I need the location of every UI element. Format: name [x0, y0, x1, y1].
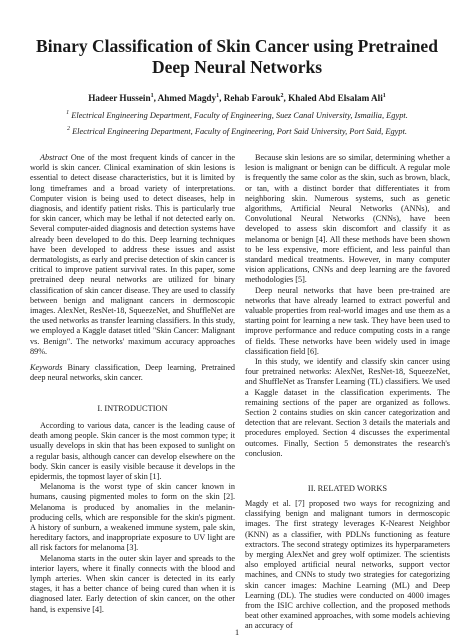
abstract-heading: Abstract — [40, 153, 68, 162]
affiliation-text: Electrical Engineering Department, Faculty of Engineering, Port Said University, Port Said, Egypt. — [72, 127, 408, 136]
page-number: 1 — [234, 628, 240, 637]
author-name: Hadeer Hussein — [88, 93, 151, 103]
intro-paragraph: Deep neural networks that have been pre-trained are networks that have already learned to extract powerful and valuable properties from real-world images and use them as a starting point for learning a new task. They have been used to improve performance and reduce computing costs in a range of fields. These networks have been widely used in image classification field [6]. — [245, 285, 450, 356]
paper-title — [20, 36, 454, 78]
intro-paragraph: Melanoma starts in the outer skin layer and spreads to the interior layers, where it finally connects with the blood and lymph arteries. When skin cancer is detected in its early stages, it has a better chance of being cured than when it is diagnosed later. Early detection of skin cancer, on the other hand, is expensive [4]. — [30, 553, 235, 614]
intro-paragraph: Melanoma is the worst type of skin cancer known in humans, causing pigmented moles to form on the skin [2]. Melanoma is produced by anomalies in the melanin-producing cells, which are responsible for the skin's pigment. A history of sunburn, a weakened immune system, pale skin, hereditary factors, and inappropriate exposure to UV light are all risk factors for melanoma [3]. — [30, 482, 235, 553]
author-affil-mark: 1 — [150, 92, 154, 99]
affiliation-mark: 2 — [66, 126, 70, 133]
title-line-2: Deep Neural Networks — [151, 57, 323, 77]
section-heading-related-works: II. RELATED WORKS — [307, 484, 388, 493]
author-name: Rehab Farouk — [223, 93, 281, 103]
intro-paragraph: According to various data, cancer is the leading cause of death among people. Skin cancer is the most common type; it usually develops in skin that has been exposed to sunlight on a regular basis, although cancer can develop elsewhere on the body. Skin cancer is easily visible because it develops in the epidermis, the topmost layer of skin [1]. — [30, 421, 235, 482]
section-introduction-heading-wrap — [30, 403, 235, 414]
author-name: Ahmed Magdy — [157, 93, 217, 103]
keywords-heading: Keywords — [30, 363, 63, 372]
author-affil-mark: 1 — [216, 92, 220, 99]
affiliation-mark: 1 — [66, 110, 70, 117]
introduction-continued — [245, 153, 450, 459]
affiliation-text: Electrical Engineering Department, Faculty of Engineering, Suez Canal University, Ismailia, Egypt. — [71, 111, 408, 120]
related-paragraph: Magdy et al. [7] proposed two ways for recognizing and classifying benign and malignant tumors in dermoscopic images. The first strategy leverages K-Nearest Neighbor (KNN) as a classifier, with PDLNs functioning as feature extractors. The second strategy optimizes its hyperparameters by merging AlexNet and grey wolf optimizer. The scientists also employed artificial neural networks, support vector machines, and CNNs to study two strategies for categorizing skin cancer images: Machine Learning (ML) and Deep Learning (DL). The studies were conducted on 4000 images from the ISIC archive collection, and the proposed methods beat other examined approaches, with some models achieving an accuracy of — [245, 499, 450, 631]
abstract-text: One of the most frequent kinds of cancer in the world is skin cancer. Clinical examination of skin lesions is essential to detect disease characteristics, but it is limited by long timeframes and a broad variety of interpretations. Computer vision is being used to detect diseases, help in diagnosis, and identify patient risks. This is particularly true for skin cancer, which may be lethal if not detected early on. Several computer-aided diagnosis and detection systems have already been developed to do this. Deep learning techniques have been developed to address these issues and assist dermatologists, as early and precise detection of skin cancer is critical to improve patient survival rates. In this paper, some pretrained deep neural networks are utilized for binary classification of skin cancer disease. They are used to classify between benign and malignant cancers in dermoscopic images. AlexNet, ResNet-18, SqueezeNet, and ShuffleNet are the used networks as transfer learning classifiers. In this study, we employed a Kaggle dataset titled "Skin Cancer: Malignant vs. Benign". The networks' maximum accuracy approaches 89%. — [30, 153, 235, 356]
keywords-text: Binary classification, Deep learning, Pretrained deep neural networks, skin cancer. — [30, 363, 235, 383]
introduction-body — [30, 421, 235, 615]
author-affil-mark: 2 — [280, 92, 284, 99]
author-name: Khaled Abd Elsalam Ali — [288, 93, 383, 103]
abstract-paragraph — [30, 153, 235, 357]
keywords-block — [30, 363, 235, 383]
keywords-paragraph — [30, 363, 235, 383]
affiliation-2 — [20, 127, 454, 137]
author-list: Hadeer Hussein$^1$, Ahmed Magdy$^1$, Rehab Farouk$^2$, Khaled Abd Elsalam Ali$^1$ — [88, 92, 386, 103]
abstract-block — [30, 153, 235, 357]
intro-paragraph: In this study, we identify and classify skin cancer using four pretrained networks: AlexNet, ResNet-18, SqueezeNet, and ShuffleNet as Transfer Learning (TL) classifiers. We used a Kaggle dataset in the classification experiments. The remaining sections of the paper are organized as follows. Section 2 contains studies on skin cancer categorization and detection that are relevant. Section 3 details the materials and procedures employed. Section 4 discusses the experimental outcomes. Finally, Section 5 demonstrates the research's conclusion. — [245, 357, 450, 458]
related-works-body — [245, 499, 450, 632]
section-heading-introduction: I. INTRODUCTION — [97, 404, 168, 413]
affiliation-1 — [20, 111, 454, 121]
author-affil-mark: 1 — [382, 92, 386, 99]
section-related-heading-wrap — [245, 483, 450, 494]
title-line-1: Binary Classification of Skin Cancer using Pretrained — [36, 36, 438, 56]
intro-paragraph: Because skin lesions are so similar, determining whether a lesion is malignant or benign can be difficult. A regular mole is frequently the same color as the skin, such as brown, black, or tan, with a distinct border that differentiates it from neighboring skin. Numerous systems, such as genetic algorithms, Artificial Neural Networks (ANNs), and Convolutional Neural Networks (CNNs), have been developed to assess skin discomfort and classify it as melanoma or benign [4]. All these methods have been shown to be less expensive, more efficient, and less painful than standard medical treatments. However, in many computer vision applications, CNNs and deep learning are the favored methodologies [5]. — [245, 153, 450, 285]
